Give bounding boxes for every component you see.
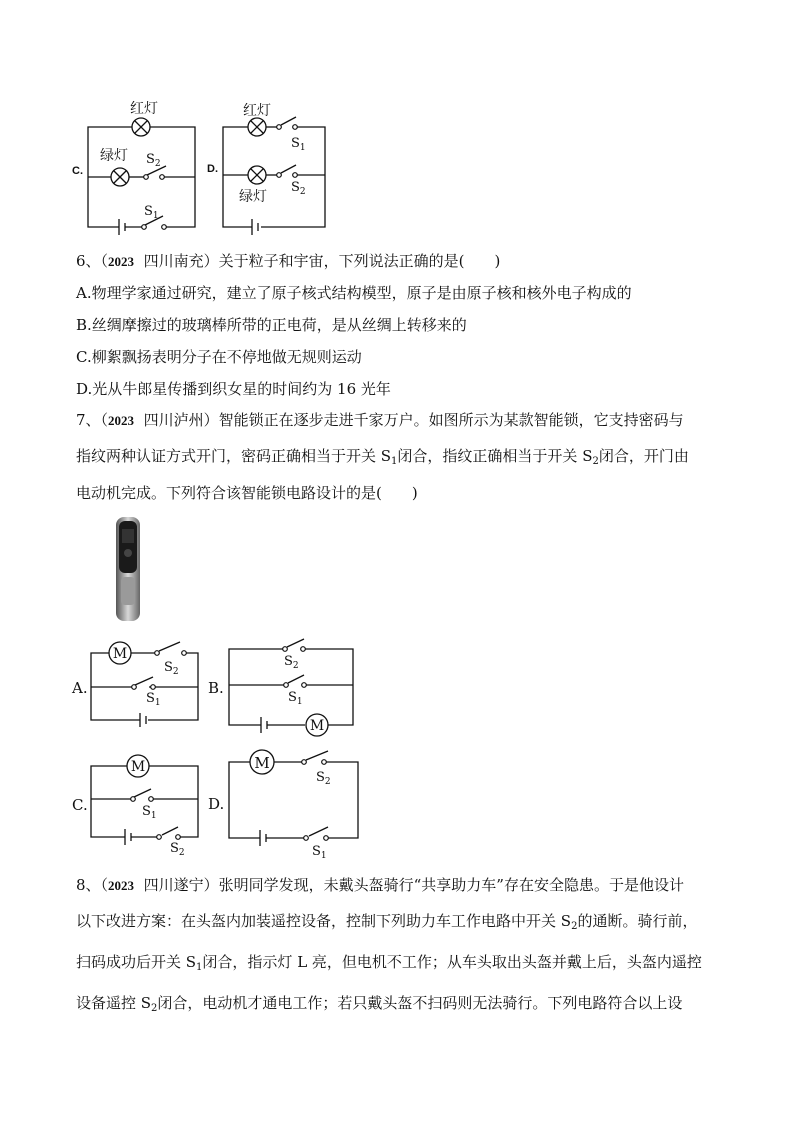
q7-option-b-letter: B. [208,679,224,697]
svg-text:S2: $S_2$ [291,180,306,197]
q7-stem-line1: 7、（2023 四川泸州）智能锁正在逐步走进千家万户。如图所示为某款智能锁，它支持密码与 [76,411,684,429]
svg-text:S1: $S_1$ [288,690,303,707]
q7-circuit-b [208,635,368,745]
svg-text:S2: $S_2$ [146,152,161,169]
svg-text:S1: $S_1$ [291,136,306,153]
q5-circuit-c [70,95,200,230]
svg-text:M: M [130,759,146,775]
q7-circuit-d [208,745,368,865]
q5-circuit-d [205,95,335,230]
q8-stem-line2: 以下改进方案：在头盔内加装遥控设备，控制下列助力车工作电路中开关 $S_2$的通断。骑行前， [76,912,698,932]
smart-lock-image [110,515,146,623]
q6-option-a: A.物理学家通过研究，建立了原子核式结构模型，原子是由原子核和核外电子构成的 [76,284,632,302]
svg-text:S2: $S_2$ [170,841,185,858]
svg-text:S2: $S_2$ [284,654,299,671]
motor-symbol: M [112,646,128,662]
option-c-letter: C. [72,165,83,177]
q6-stem: 6、（2023 四川南充）关于粒子和宇宙，下列说法正确的是( ) [76,252,501,270]
svg-text:S1: $S_1$ [142,804,157,821]
q8-stem-line4: 设备遥控 $S_2$闭合，电动机才通电工作；若只戴头盔不扫码则无法骑行。下列电路符合以上设 [76,994,683,1014]
svg-text:S1: $S_1$ [146,691,161,708]
q8-stem-line3: 扫码成功后开关 $S_1$闭合，指示灯 L 亮，但电机不工作；从车头取出头盔并戴上后，头盔内遥控 [76,953,702,973]
option-d-letter: D. [207,163,218,175]
q7-option-c-letter: C. [72,796,88,814]
svg-text:M: M [254,754,270,772]
svg-text:S1: $S_1$ [312,844,327,861]
q6-option-d: D.光从牛郎星传播到织女星的时间约为 16 光年 [76,380,391,398]
q7-circuit-a [70,635,210,735]
svg-text:S2: $S_2$ [164,660,179,677]
q7-circuit-c [70,752,210,862]
red-lamp-label: 红灯 [130,101,158,117]
q6-option-c: C.柳絮飘扬表明分子在不停地做无规则运动 [76,348,362,366]
q7-option-d-letter: D. [208,795,225,813]
q7-stem-line3: 电动机完成。下列符合该智能锁电路设计的是( ) [76,484,418,502]
svg-text:红灯: 红灯 [243,103,271,119]
q7-option-a-letter: A. [72,679,88,697]
green-lamp-label: 绿灯 [100,148,128,164]
svg-text:S2: $S_2$ [316,770,331,787]
svg-text:S1: $S_1$ [144,204,159,221]
svg-text:M: M [309,718,325,734]
svg-text:绿灯: 绿灯 [239,189,267,205]
q6-option-b: B.丝绸摩擦过的玻璃棒所带的正电荷，是从丝绸上转移来的 [76,316,467,334]
q8-stem-line1: 8、（2023 四川遂宁）张明同学发现，未戴头盔骑行“共享助力车”存在安全隐患。于是他设计 [76,876,684,894]
q7-stem-line2: 指纹两种认证方式开门，密码正确相当于开关 $S_1$闭合，指纹正确相当于开关 $S_2$闭合，开门由 [76,447,689,467]
